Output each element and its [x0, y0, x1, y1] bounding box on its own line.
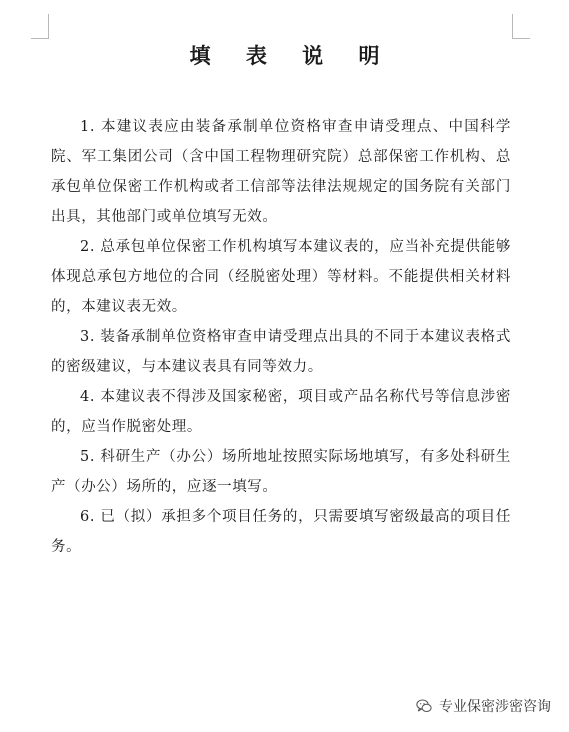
page-title: 填 表 说 明	[189, 43, 394, 68]
wechat-icon	[415, 697, 433, 715]
instruction-paragraph-4: 4. 本建议表不得涉及国家秘密，项目或产品名称代号等信息涉密的，应当作脱密处理。	[51, 389, 511, 435]
watermark	[415, 696, 551, 716]
crop-mark-top-left	[31, 14, 49, 39]
instruction-paragraph-2: 2. 总承包单位保密工作机构填写本建议表的，应当补充提供能够体现总承包方地位的合同（经脱密处理）等材料。不能提供相关材料的，本建议表无效。	[51, 239, 511, 315]
instruction-paragraph-3: 3. 装备承制单位资格审查申请受理点出具的不同于本建议表格式的密级建议，与本建议表具有同等效力。	[51, 329, 511, 375]
instructions-body	[51, 112, 511, 562]
watermark-text: 专业保密涉密咨询	[439, 699, 551, 715]
crop-mark-top-right	[512, 14, 530, 39]
instruction-paragraph-5: 5. 科研生产（办公）场所地址按照实际场地填写，有多处科研生产（办公）场所的，应逐一填写。	[51, 449, 511, 495]
instruction-paragraph-1: 1. 本建议表应由装备承制单位资格审查申请受理点、中国科学院、军工集团公司（含中国工程物理研究院）总部保密工作机构、总承包单位保密工作机构或者工信部等法律法规规定的国务院有关部门出具，其他部门或单位填写无效。	[51, 119, 511, 225]
instruction-paragraph-6: 6. 已（拟）承担多个项目任务的，只需要填写密级最高的项目任务。	[51, 509, 511, 555]
